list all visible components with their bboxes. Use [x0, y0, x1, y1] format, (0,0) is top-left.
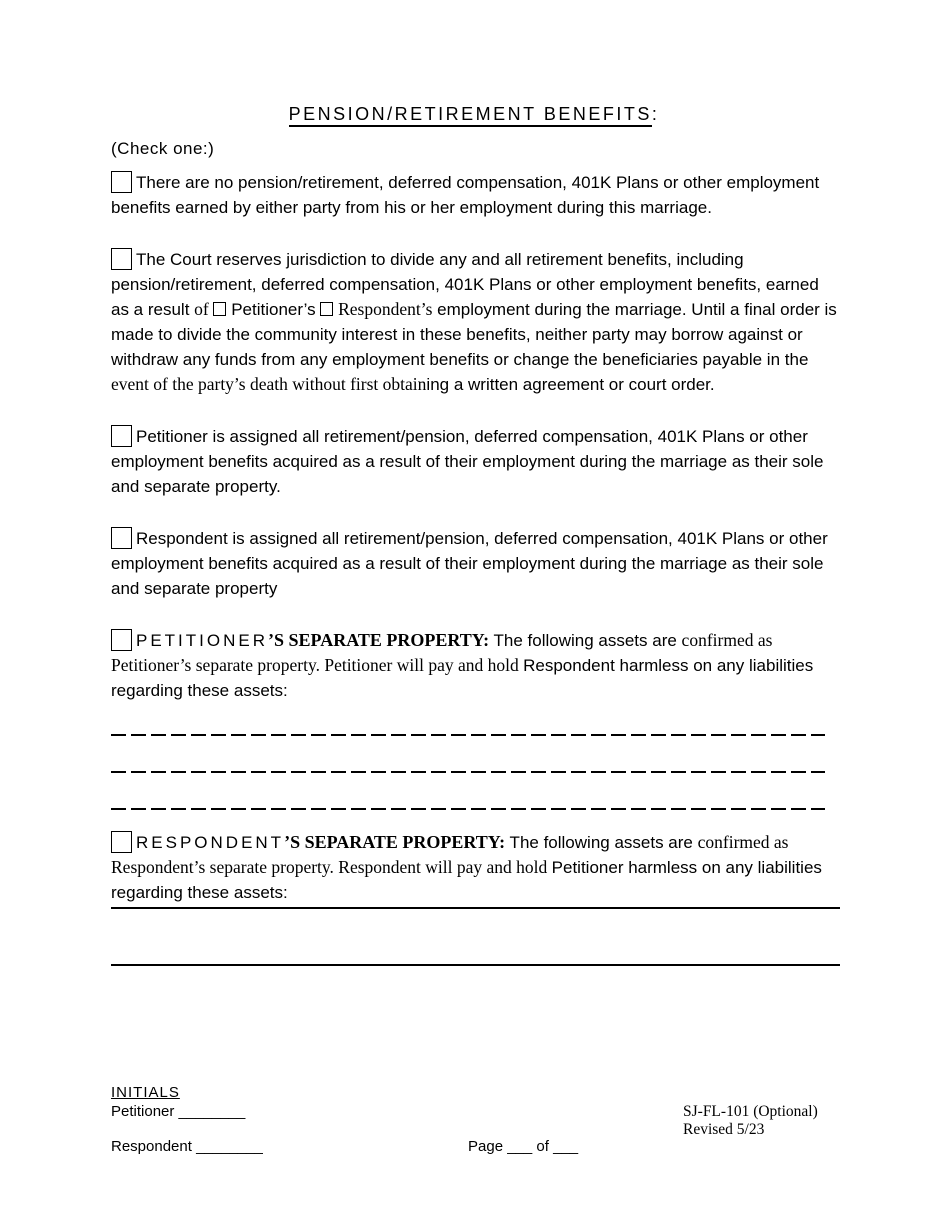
option-respondent-assigned [111, 526, 837, 601]
form-number: SJ-FL-101 (Optional) [683, 1103, 818, 1120]
petitioner-inline-label: Petitioner’s [231, 300, 316, 319]
page-title-text: PENSION/RETIREMENT BENEFITS [289, 104, 652, 127]
petitioner-assets-fill-line-2[interactable] [111, 771, 825, 773]
page-number-blank[interactable]: ___ [507, 1138, 533, 1155]
checkbox-respondent-separate-property[interactable] [111, 831, 132, 853]
petitioner-separate-body: confirmed as Petitioner’s separate property. Petitioner will pay and hold [111, 630, 773, 675]
checkbox-petitioner-assigned[interactable] [111, 425, 132, 447]
option-no-benefits-text: There are no pension/retirement, deferred compensation, 401K Plans or other employment benefits earned by either party from his or her employment during this marriage. [111, 173, 820, 217]
checkbox-no-benefits[interactable] [111, 171, 132, 193]
respondent-separate-body: confirmed as Respondent’s separate property. Respondent will pay and hold [111, 832, 789, 877]
respondent-inline-label: Respondent’s [338, 299, 433, 319]
respondent-assets-fill-line-2[interactable] [111, 964, 840, 966]
respondent-separate-heading-serif: ’S SEPARATE PROPERTY: [284, 832, 506, 852]
page-title-colon: : [651, 104, 660, 124]
option-petitioner-assigned-text: Petitioner is assigned all retirement/pension, deferred compensation, 401K Plans or other employment benefits acquired as a result of their employment during the marriage as their sole and separate property. [111, 427, 824, 496]
page-title [111, 104, 837, 125]
petitioner-initials-line [111, 1103, 245, 1120]
petitioner-separate-heading-serif: ’S SEPARATE PROPERTY: [268, 630, 490, 650]
check-one-label: (Check one:) [111, 139, 215, 158]
option-respondent-assigned-text: Respondent is assigned all retirement/pension, deferred compensation, 401K Plans or other employment benefits acquired as a result of their employment during the marriage as their sole and separate property [111, 529, 828, 598]
respondent-assets-fill-line-1[interactable] [111, 907, 840, 909]
initials-heading: INITIALS [111, 1084, 180, 1101]
respondent-separate-lead: The following assets are [505, 833, 698, 852]
page-number-line [468, 1138, 578, 1155]
court-reserves-text-3: event of the party’s death without first obtain [111, 374, 427, 394]
option-respondent-separate-property [111, 830, 837, 905]
petitioner-initials-blank[interactable]: ________ [178, 1103, 246, 1120]
option-petitioner-assigned [111, 424, 837, 499]
respondent-initials-line [111, 1138, 263, 1155]
court-reserves-text-1: The Court reserves jurisdiction to divide any and all retirement benefits, including pension/retirement, deferred compensation, 401K Plans or other employment benefits, earned as a result [111, 250, 819, 319]
checkbox-petitioner-inline[interactable] [213, 302, 226, 316]
petitioner-assets-fill-line-1[interactable] [111, 734, 825, 736]
checkbox-petitioner-separate-property[interactable] [111, 629, 132, 651]
checkbox-court-reserves[interactable] [111, 248, 132, 270]
option-no-benefits [111, 170, 837, 220]
court-reserves-text-4: ing a written agreement or court order. [426, 375, 715, 394]
page-label: Page [468, 1138, 504, 1155]
petitioner-separate-tail: Respondent harmless on any liabilities regarding these assets: [111, 656, 814, 700]
form-content [111, 104, 837, 966]
court-reserves-text-2: employment during the marriage. Until a final order is made to divide the community interest in these benefits, neither party may borrow against or withdraw any funds from any employment benefits or change the beneficiaries payable in the [111, 300, 837, 369]
of-label: of [536, 1138, 549, 1155]
petitioner-initials-label: Petitioner [111, 1103, 175, 1120]
petitioner-separate-heading: PETITIONER [136, 631, 269, 650]
respondent-initials-label: Respondent [111, 1138, 192, 1155]
option-petitioner-separate-property [111, 628, 837, 703]
checkbox-respondent-inline[interactable] [320, 302, 333, 316]
option-court-reserves [111, 247, 837, 397]
checkbox-respondent-assigned[interactable] [111, 527, 132, 549]
court-reserves-text-of: of [194, 299, 209, 319]
petitioner-assets-fill-line-3[interactable] [111, 808, 825, 810]
respondent-initials-blank[interactable]: ________ [196, 1138, 263, 1155]
petitioner-separate-lead: The following assets are [489, 631, 682, 650]
form-revision-date: Revised 5/23 [683, 1121, 765, 1138]
page-total-blank[interactable]: ___ [553, 1138, 579, 1155]
respondent-separate-tail: Petitioner harmless on any liabilities regarding these assets: [111, 858, 822, 902]
respondent-separate-heading: RESPONDENT [136, 833, 285, 852]
